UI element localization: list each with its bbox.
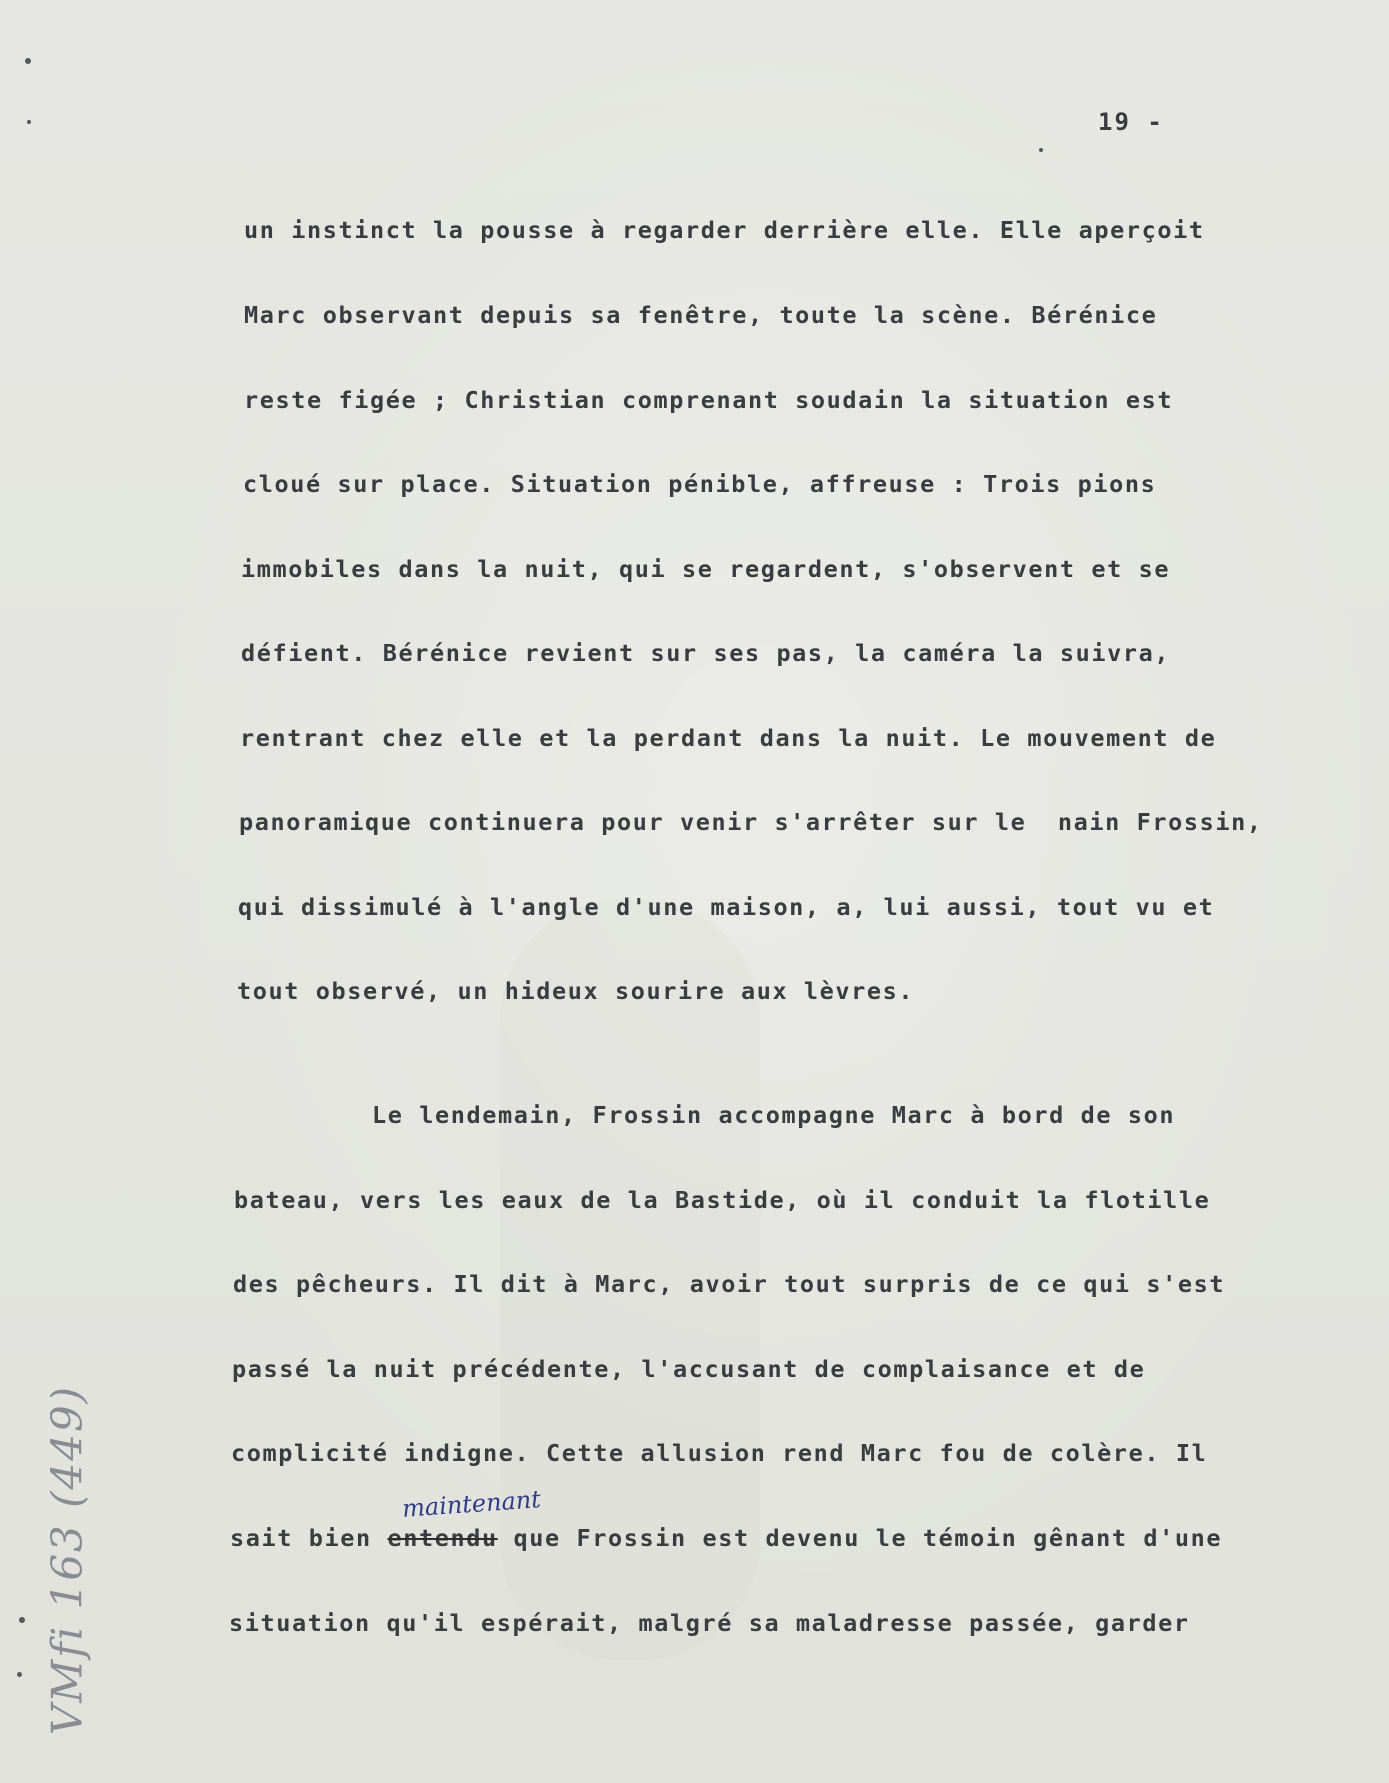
edited-text-line: [230, 1524, 1222, 1552]
struck-word: entendu: [387, 1524, 498, 1552]
text-line: défient. Bérénice revient sur ses pas, la caméra la suivra,: [241, 639, 1171, 667]
text-line: complicité indigne. Cette allusion rend Marc fou de colère. Il: [231, 1439, 1208, 1467]
text-line: rentrant chez elle et la perdant dans la nuit. Le mouvement de: [240, 724, 1217, 752]
text-line: un instinct la pousse à regarder derrière elle. Elle aperçoit: [244, 216, 1205, 244]
text-line: Marc observant depuis sa fenêtre, toute la scène. Bérénice: [244, 301, 1158, 329]
text-line: panoramique continuera pour venir s'arrêter sur le nain Frossin,: [239, 808, 1263, 836]
text-line: reste figée ; Christian comprenant soudain la situation est: [244, 386, 1174, 414]
text-line: bateau, vers les eaux de la Bastide, où il conduit la flotille: [234, 1186, 1211, 1214]
text-line: des pêcheurs. Il dit à Marc, avoir tout surpris de ce qui s'est: [233, 1270, 1226, 1298]
text-line: qui dissimulé à l'angle d'une maison, a, lui aussi, tout vu et: [238, 893, 1215, 921]
margin-dot: [19, 1617, 25, 1623]
line-end: que Frossin est devenu le témoin gênant d'une: [497, 1524, 1223, 1552]
margin-dot: [27, 120, 31, 124]
text-line: situation qu'il espérait, malgré sa maladresse passée, garder: [229, 1609, 1190, 1637]
line-start: sait bien: [230, 1524, 388, 1552]
archive-pencil-mark: [40, 1384, 94, 1736]
text-line: tout observé, un hideux sourire aux lèvres.: [237, 977, 915, 1005]
text-line: Le lendemain, Frossin accompagne Marc à bord de son: [372, 1101, 1176, 1129]
margin-dot: [17, 1672, 22, 1677]
text-line: passé la nuit précédente, l'accusant de complaisance et de: [232, 1355, 1146, 1383]
page-number: 19 -: [1098, 108, 1164, 136]
text-line: cloué sur place. Situation pénible, affreuse : Trois pions: [243, 470, 1157, 498]
handwritten-correction: maintenant: [401, 1485, 542, 1523]
margin-dot: [25, 58, 31, 64]
margin-dot: [1039, 148, 1043, 152]
text-line: immobiles dans la nuit, qui se regardent, s'observent et se: [241, 555, 1171, 583]
archive-mark-text: VMfi 163 (449): [42, 1384, 92, 1736]
